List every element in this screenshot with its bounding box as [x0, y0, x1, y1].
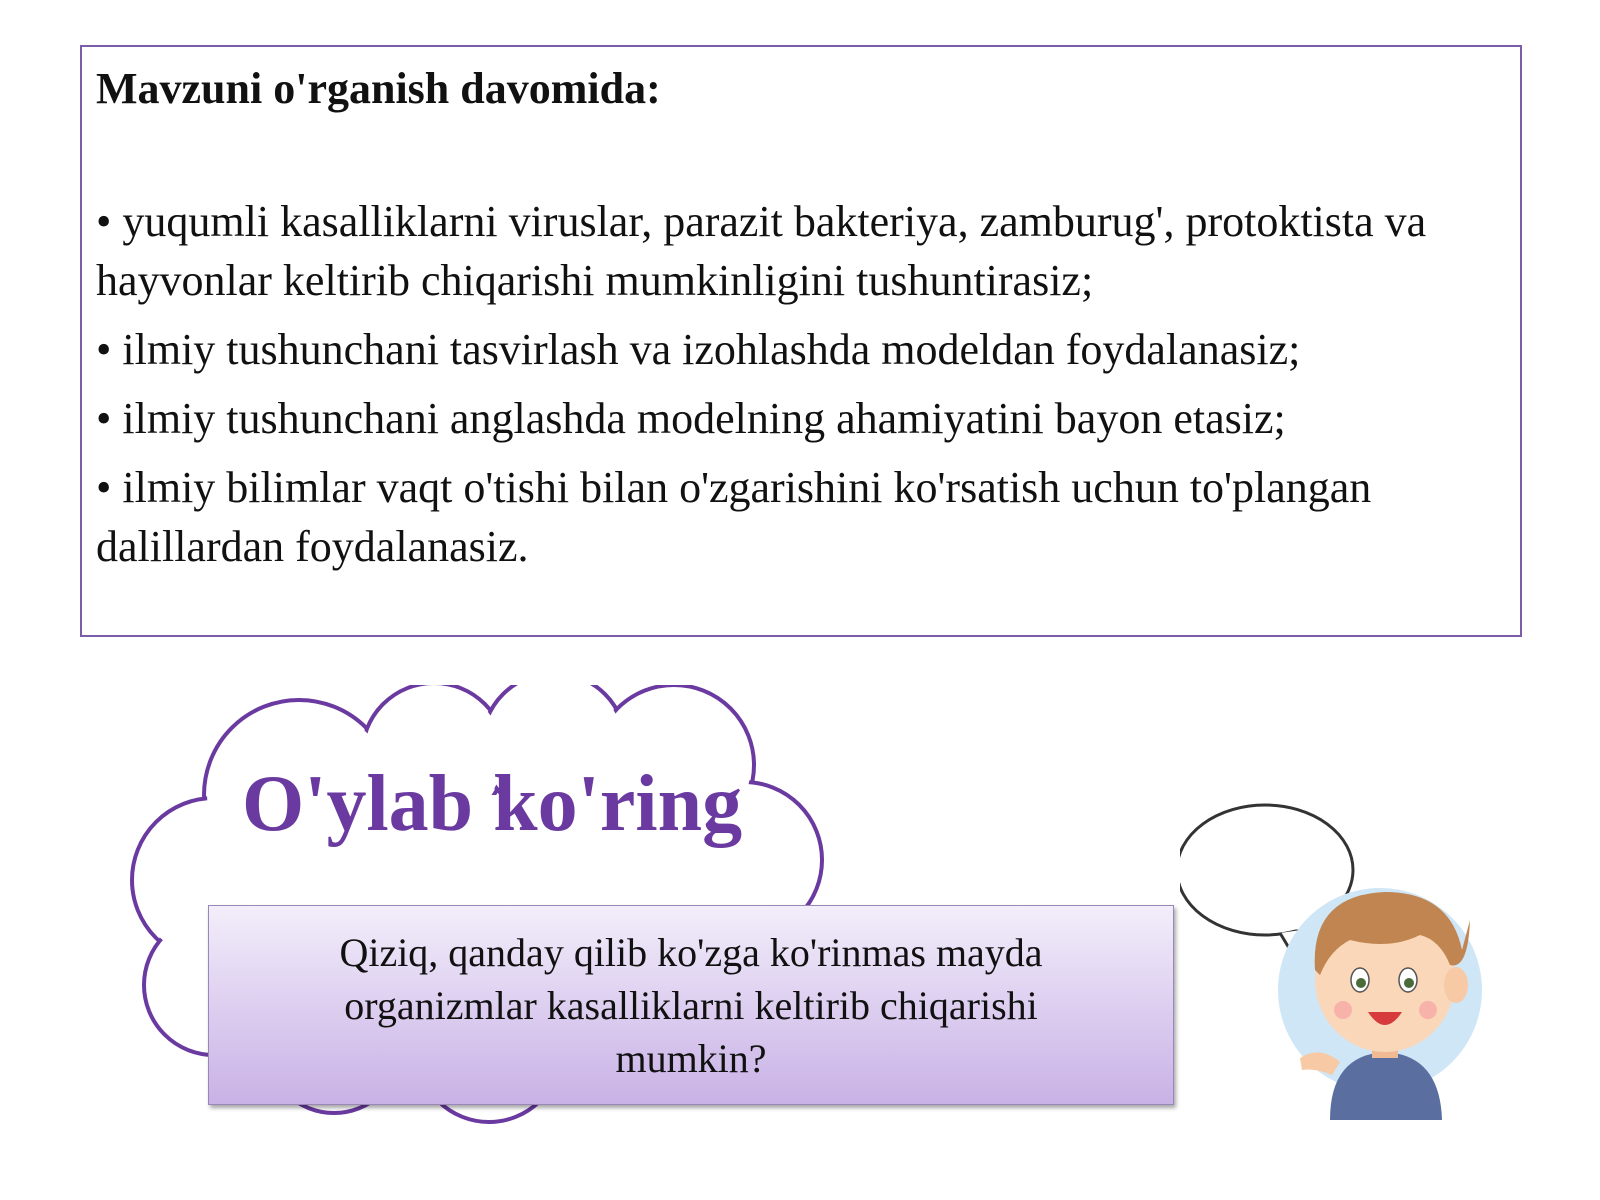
question-box	[208, 905, 1174, 1105]
objectives-heading: Mavzuni o'rganish davomida:	[96, 64, 661, 113]
boy-character-icon	[1180, 800, 1510, 1120]
question-text: Qiziq, qanday qilib ko'zga ko'rinmas mayda organizmlar kasalliklarni keltirib chiqarishi mumkin?	[339, 929, 1043, 1081]
objective-item: • ilmiy tushunchani tasvirlash va izohlashda modeldan foydalanasiz;	[96, 325, 1301, 374]
think-title: O'ylab ko'ring	[242, 760, 743, 848]
objective-item: • ilmiy bilimlar vaqt o'tishi bilan o'zgarishini ko'rsatish uchun to'plangan dalillardan foydalanasiz.	[96, 463, 1372, 571]
objective-item: • yuqumli kasalliklarni viruslar, parazit bakteriya, zamburug', protoktista va hayvonlar keltirib chiqarishi mumkinligini tushuntirasiz;	[96, 197, 1427, 305]
objectives-box	[80, 45, 1522, 637]
objectives-list	[96, 192, 1506, 576]
objective-item: • ilmiy tushunchani anglashda modelning ahamiyatini bayon etasiz;	[96, 394, 1286, 443]
